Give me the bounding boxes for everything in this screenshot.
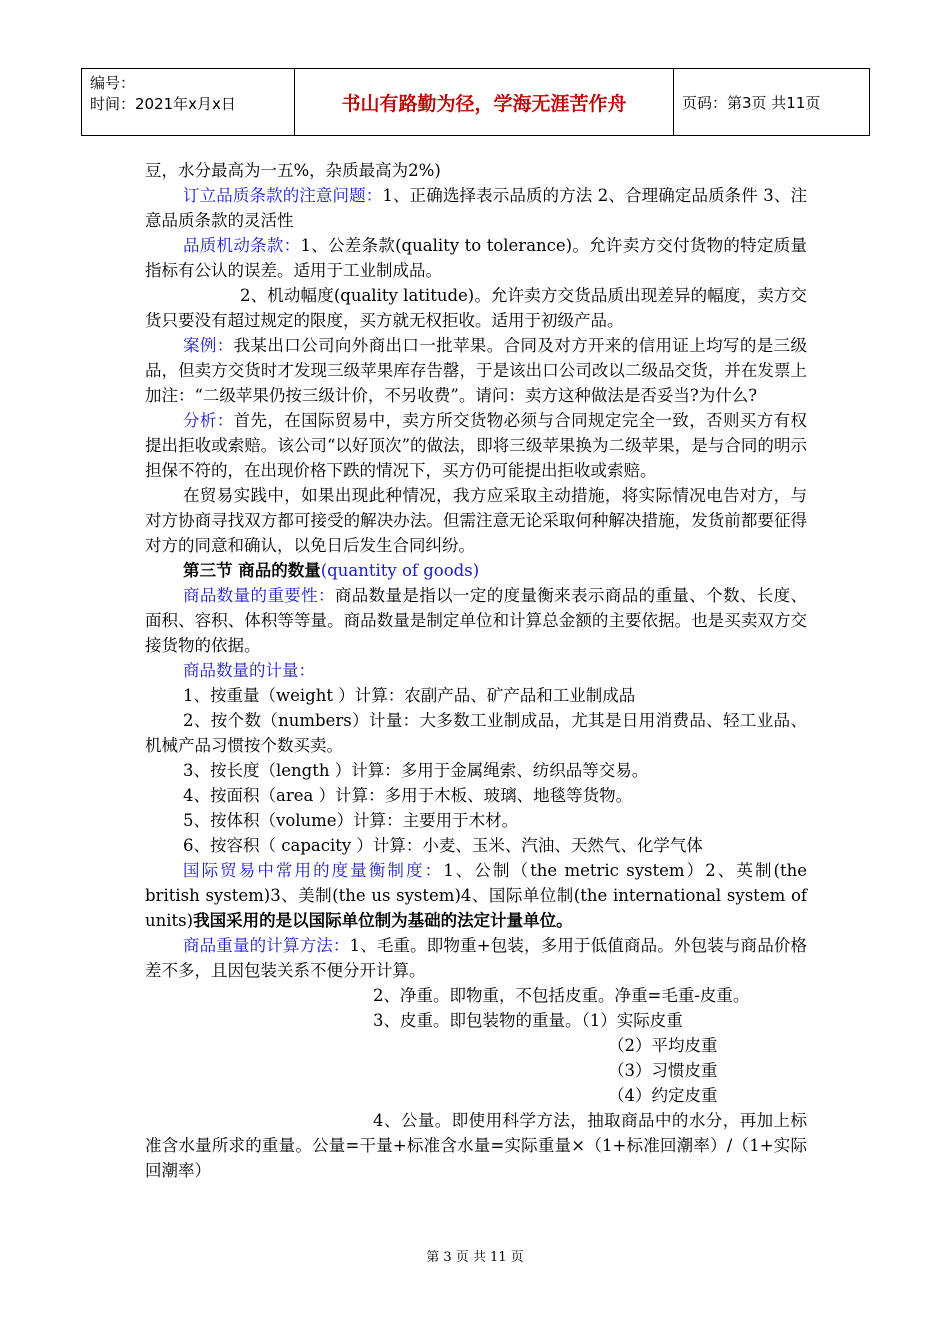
paragraph-text: 首先，在国际贸易中，卖方所交货物必须与合同规定完全一致，否则买方有权提出拒收或索赔。该公司“以好顶次”的做法，即将三级苹果换为二级苹果，是与合同的明示担保不符的，在出现价格下跌的情况下，买方仍可能提出拒收或索赔。 <box>145 411 807 480</box>
term-heading: 订立品质条款的注意问题： <box>183 186 383 205</box>
bold-statement: 我国采用的是以国际单位制为基础的法定计量单位。 <box>193 911 573 930</box>
page-footer: 第 3 页 共 11 页 <box>426 1250 524 1265</box>
list-item: 5、按体积（volume）计算：主要用于木材。 <box>183 811 519 830</box>
paragraph <box>145 858 807 933</box>
doc-time-label: 时间：2021年x月x日 <box>90 95 236 113</box>
paragraph-text: 1、公制（the metric system）2、英制(the british system)3、美制(the us system)4、国际单位制(the international system of units) <box>145 861 807 930</box>
paragraph <box>145 933 807 983</box>
paragraph-text: 商品数量是指以一定的度量衡来表示商品的重量、个数、长度、面积、容积、体积等等量。商品数量是制定单位和计算总金额的主要依据。也是买卖双方交接货物的依据。 <box>145 586 807 655</box>
term-heading: 商品数量的计量： <box>183 661 315 680</box>
list-item: 4、按面积（area ）计算：多用于木板、玻璃、地毯等货物。 <box>183 786 633 805</box>
paragraph: 4、公量。即使用科学方法，抽取商品中的水分，再加上标准含水量所求的重量。公量=干量+标准含水量=实际重量×（1+标准回潮率）/（1+实际回潮率） <box>145 1111 807 1180</box>
section-title <box>145 558 807 583</box>
paragraph-text: 1、公差条款(quality to tolerance)。允许卖方交付货物的特定质量指标有公认的误差。适用于工业制成品。 <box>145 236 807 280</box>
paragraph <box>145 583 807 658</box>
section-title-cn: 第三节 商品的数量 <box>183 561 321 580</box>
header-motto: 书山有路勤为径，学海无涯苦作舟 <box>295 69 674 136</box>
paragraph: 豆，水分最高为一五%，杂质最高为2%) <box>145 161 441 180</box>
term-heading: 分析： <box>183 411 234 430</box>
paragraph <box>145 183 807 233</box>
paragraph: 2、净重。即物重，不包括皮重。净重=毛重-皮重。 <box>373 986 750 1005</box>
page-header <box>81 68 870 136</box>
term-heading: 商品数量的重要性： <box>183 586 335 605</box>
term-heading: 国际贸易中常用的度量衡制度： <box>183 861 444 880</box>
section-title-en: (quantity of goods) <box>320 561 480 580</box>
list-item: 2、按个数（numbers）计量：大多数工业制成品，尤其是日用消费品、轻工业品、机械产品习惯按个数买卖。 <box>145 711 807 755</box>
list-item: 6、按容积（ capacity ）计算：小麦、玉米、汽油、天然气、化学气体 <box>183 836 703 855</box>
paragraph: 3、皮重。即包装物的重量。（1）实际皮重 <box>373 1011 683 1030</box>
term-heading: 案例： <box>183 336 234 355</box>
paragraph: （4）约定皮重 <box>608 1086 718 1105</box>
paragraph <box>145 233 807 283</box>
paragraph <box>145 408 807 483</box>
paragraph <box>145 333 807 408</box>
paragraph-text: 1、正确选择表示品质的方法 2、合理确定品质条件 3、注意品质条款的灵活性 <box>145 186 807 230</box>
paragraph-text: 我某出口公司向外商出口一批苹果。合同及对方开来的信用证上均写的是三级品，但卖方交货时才发现三级苹果库存告罄，于是该出口公司改以二级品交货，并在发票上加注：“二级苹果仍按三级计价，不另收费”。请问：卖方这种做法是否妥当?为什么? <box>145 336 807 405</box>
header-meta <box>82 69 295 136</box>
term-heading: 品质机动条款： <box>183 236 301 255</box>
paragraph: 2、机动幅度(quality latitude)。允许卖方交货品质出现差异的幅度，卖方交货只要没有超过规定的限度，买方就无权拒收。适用于初级产品。 <box>145 286 807 330</box>
paragraph: （3）习惯皮重 <box>608 1061 718 1080</box>
header-page-label: 页码：第3页 共11页 <box>674 69 870 136</box>
term-heading: 商品重量的计算方法： <box>183 936 350 955</box>
doc-number-label: 编号： <box>90 74 136 92</box>
list-item: 3、按长度（length ）计算：多用于金属绳索、纺织品等交易。 <box>183 761 649 780</box>
document-body <box>145 158 807 1183</box>
list-item: 1、按重量（weight ）计算：农副产品、矿产品和工业制成品 <box>183 686 636 705</box>
paragraph: （2）平均皮重 <box>608 1036 718 1055</box>
paragraph-text: 1、毛重。即物重+包装，多用于低值商品。外包装与商品价格差不多，且因包装关系不便分开计算。 <box>145 936 808 980</box>
paragraph: 在贸易实践中，如果出现此种情况，我方应采取主动措施，将实际情况电告对方，与对方协商寻找双方都可接受的解决办法。但需注意无论采取何种解决措施，发货前都要征得对方的同意和确认，以免日后发生合同纠纷。 <box>145 486 807 555</box>
